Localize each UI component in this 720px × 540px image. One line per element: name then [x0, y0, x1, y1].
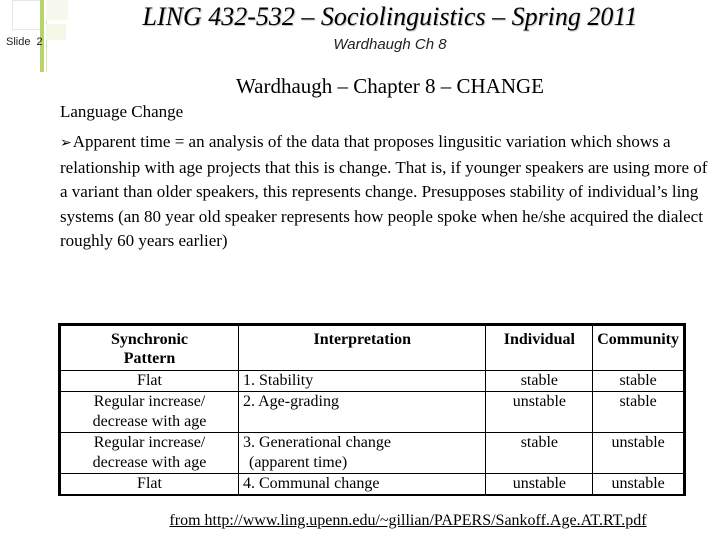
- header-interpretation: Interpretation: [239, 326, 486, 371]
- cell-individual: unstable: [486, 392, 593, 433]
- table-row: [61, 433, 684, 474]
- cell-pattern-line1: Flat: [137, 372, 162, 389]
- cell-pattern-line1: Regular increase/: [93, 434, 206, 451]
- table-header-row: [61, 326, 684, 371]
- cell-interpretation: [239, 392, 486, 433]
- cell-community: stable: [593, 371, 684, 392]
- cell-community: unstable: [593, 474, 684, 495]
- cell-interpretation-line1: 4. Communal change: [243, 475, 380, 492]
- cell-pattern: [61, 474, 239, 495]
- cell-pattern: [61, 433, 239, 474]
- cell-interpretation-line1: 1. Stability: [243, 372, 314, 389]
- section-label: Language Change: [60, 102, 184, 121]
- cell-individual: stable: [486, 371, 593, 392]
- cell-interpretation: [239, 474, 486, 495]
- cell-community: stable: [593, 392, 684, 433]
- table-row: [61, 371, 684, 392]
- change-patterns-table: [58, 323, 686, 496]
- table-row: [61, 392, 684, 433]
- course-title: LING 432-532 – Sociolinguistics – Spring 2011: [142, 2, 638, 31]
- bullet-text: Apparent time = an analysis of the data that proposes lingusitic variation which shows a relationship with age projects that this is change. That is, if younger speakers are using more of a variant than older speakers, this represents change. Presupposes stability of individual’s ling systems (an 80 year old speaker represents how people spoke when he/she acquired the dialect roughly 60 years earlier): [60, 132, 708, 250]
- source-link[interactable]: from http://www.ling.upenn.edu/~gillian/PAPERS/Sankoff.Age.AT.RT.pdf: [169, 512, 647, 529]
- slide-word: Slide: [6, 36, 31, 48]
- slide-number-label: [6, 36, 43, 48]
- header-pattern: [61, 326, 239, 371]
- cell-pattern: [61, 392, 239, 433]
- cell-pattern: [61, 371, 239, 392]
- bullet-paragraph: [60, 130, 710, 254]
- cell-individual: stable: [486, 433, 593, 474]
- header-individual: Individual: [486, 326, 593, 371]
- course-subtitle: Wardhaugh Ch 8: [333, 36, 447, 53]
- cell-pattern-line1: Flat: [137, 475, 162, 492]
- table-row: [61, 474, 684, 495]
- cell-community: unstable: [593, 433, 684, 474]
- cell-pattern-line2: decrease with age: [92, 454, 207, 471]
- header-pattern-line2: Pattern: [123, 350, 176, 367]
- cell-interpretation-line2: (apparent time): [249, 454, 348, 471]
- chapter-title: Wardhaugh – Chapter 8 – CHANGE: [236, 74, 544, 98]
- decorative-square: [12, 0, 42, 30]
- header-pattern-line1: Synchronic: [110, 331, 189, 348]
- header-community: Community: [593, 326, 684, 371]
- slide-number: 2: [36, 36, 43, 48]
- cell-interpretation: [239, 371, 486, 392]
- table: [60, 325, 684, 495]
- cell-pattern-line1: Regular increase/: [93, 393, 206, 410]
- arrow-bullet-icon: ➢: [60, 135, 72, 151]
- cell-pattern-line2: decrease with age: [92, 413, 207, 430]
- cell-interpretation-line1: 3. Generational change: [243, 434, 391, 451]
- cell-individual: unstable: [486, 474, 593, 495]
- cell-interpretation-line1: 2. Age-grading: [243, 393, 339, 410]
- cell-interpretation: [239, 433, 486, 474]
